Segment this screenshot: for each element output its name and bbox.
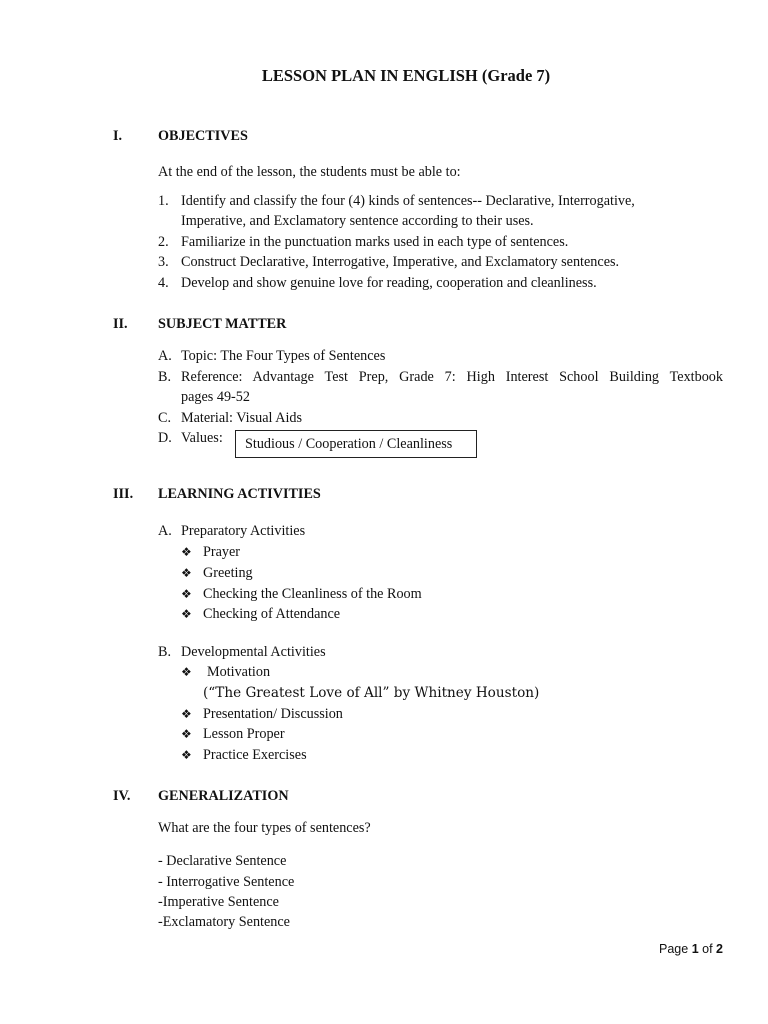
objective-number: 1.	[158, 193, 169, 209]
section-heading-subject-matter: SUBJECT MATTER	[158, 316, 287, 332]
objective-text: Familiarize in the punctuation marks used in each type of sentences.	[181, 234, 569, 250]
activity-item: Greeting	[203, 565, 253, 581]
page-current: 1	[691, 942, 699, 956]
subject-item-letter: C.	[158, 410, 172, 426]
objective-text: Identify and classify the four (4) kinds of sentences-- Declarative, Interrogative,	[181, 193, 635, 209]
activity-item: Checking the Cleanliness of the Room	[203, 586, 422, 602]
objectives-intro: At the end of the lesson, the students must be able to:	[158, 164, 461, 180]
subject-material: Material: Visual Aids	[181, 410, 303, 426]
motivation-note: (“The Greatest Love of All” by Whitney Houston)	[203, 685, 540, 701]
diamond-bullet-icon: ❖	[181, 566, 192, 580]
diamond-bullet-icon: ❖	[181, 748, 192, 762]
diamond-bullet-icon: ❖	[181, 727, 192, 741]
diamond-bullet-icon: ❖	[181, 665, 192, 679]
generalization-question: What are the four types of sentences?	[158, 820, 371, 836]
generalization-answer: - Interrogative Sentence	[158, 874, 295, 890]
generalization-answer: - Declarative Sentence	[158, 853, 287, 869]
activity-item: Prayer	[203, 544, 241, 560]
objective-number: 4.	[158, 275, 169, 291]
diamond-bullet-icon: ❖	[181, 587, 192, 601]
diamond-bullet-icon: ❖	[181, 707, 192, 721]
page-number	[659, 942, 723, 956]
activity-group-letter: A.	[158, 523, 172, 539]
section-heading-objectives: OBJECTIVES	[158, 128, 248, 144]
objective-number: 2.	[158, 234, 169, 250]
page-word: Page	[659, 942, 689, 956]
developmental-activities-label: Developmental Activities	[181, 644, 326, 660]
values-box: Studious / Cooperation / Cleanliness	[235, 430, 477, 458]
subject-reference: Reference: Advantage Test Prep, Grade 7: High Interest School Building Textbook	[181, 369, 723, 385]
objective-number: 3.	[158, 254, 169, 270]
objective-text: Develop and show genuine love for reading, cooperation and cleanliness.	[181, 275, 597, 291]
subject-item-letter: A.	[158, 348, 172, 364]
section-heading-learning-activities: LEARNING ACTIVITIES	[158, 486, 321, 502]
diamond-bullet-icon: ❖	[181, 545, 192, 559]
activity-group-letter: B.	[158, 644, 172, 660]
subject-values-label: Values:	[181, 430, 223, 446]
subject-item-letter: B.	[158, 369, 172, 385]
generalization-answer: -Imperative Sentence	[158, 894, 279, 910]
subject-topic: Topic: The Four Types of Sentences	[181, 348, 386, 364]
generalization-answer: -Exclamatory Sentence	[158, 914, 290, 930]
section-number-generalization: IV.	[113, 788, 131, 804]
of-word: of	[702, 942, 713, 956]
page-total: 2	[716, 942, 723, 956]
section-number-learning-activities: III.	[113, 486, 134, 502]
section-heading-generalization: GENERALIZATION	[158, 788, 289, 804]
activity-item: Checking of Attendance	[203, 606, 341, 622]
section-number-objectives: I.	[113, 128, 123, 144]
activity-item-motivation: Motivation	[207, 664, 271, 680]
subject-reference-pages: pages 49-52	[181, 389, 250, 405]
activity-item: Presentation/ Discussion	[203, 706, 343, 722]
objective-text-continued: Imperative, and Exclamatory sentence according to their uses.	[181, 213, 534, 229]
objective-text: Construct Declarative, Interrogative, Imperative, and Exclamatory sentences.	[181, 254, 620, 270]
diamond-bullet-icon: ❖	[181, 607, 192, 621]
activity-item: Practice Exercises	[203, 747, 307, 763]
section-number-subject-matter: II.	[113, 316, 128, 332]
preparatory-activities-label: Preparatory Activities	[181, 523, 306, 539]
subject-item-letter: D.	[158, 430, 172, 446]
document-title: LESSON PLAN IN ENGLISH (Grade 7)	[261, 66, 551, 85]
activity-item: Lesson Proper	[203, 726, 285, 742]
